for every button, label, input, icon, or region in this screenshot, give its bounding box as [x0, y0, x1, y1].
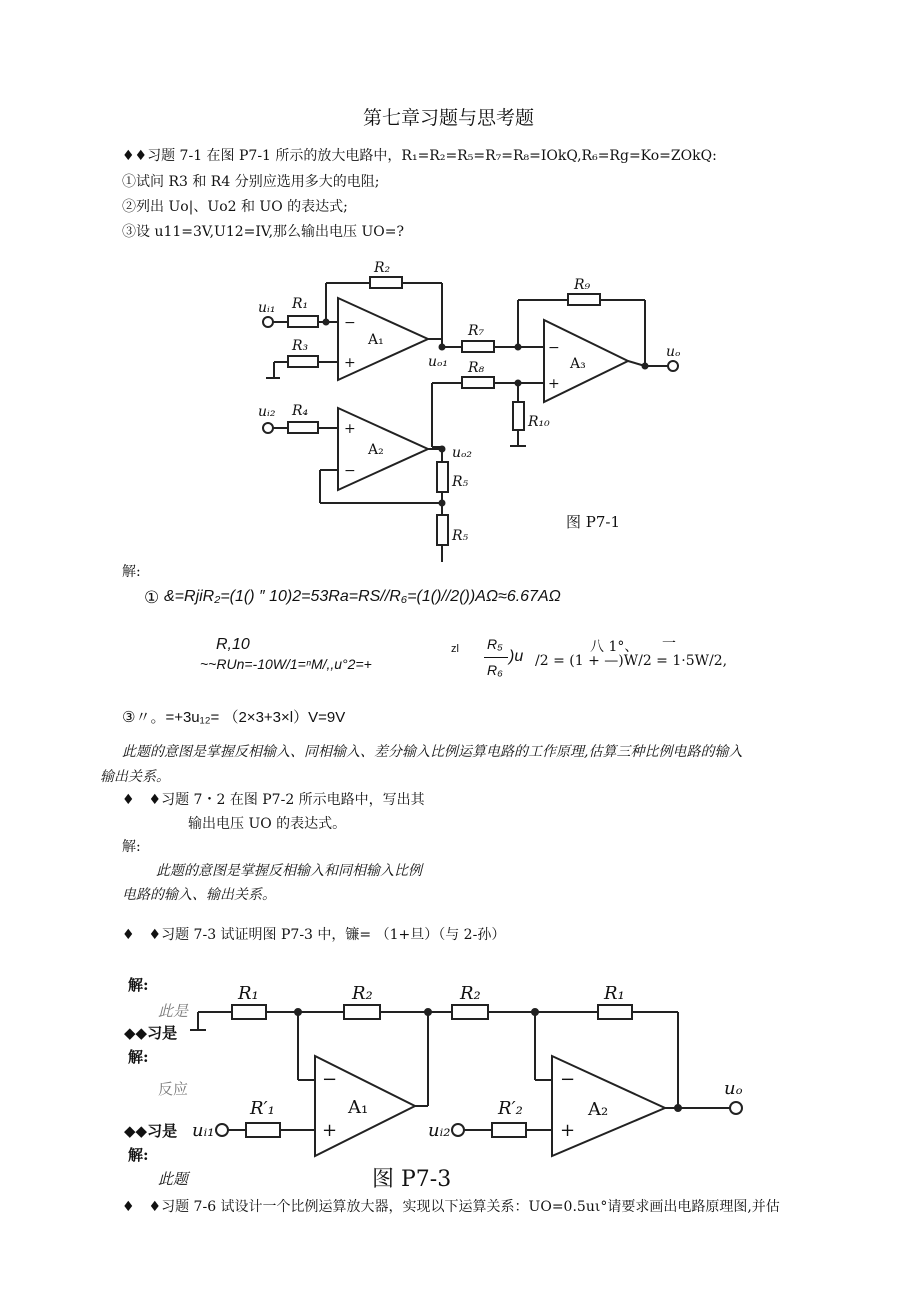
overlap-text-fan: 反应: [158, 1080, 189, 1098]
problem-7-1-header: ♦♦习题 7-1 在图 P7-1 所示的放大电路中，R₁=R₂=R₅=R₇=R₈=IOkQ,R₆=Rg=Ko=ZOkQ:: [122, 148, 717, 164]
label-a1: A₁: [368, 332, 384, 348]
a2-plus-sign: +: [560, 1120, 576, 1141]
label-r5-lower: R₅: [452, 528, 469, 544]
resistor-r1-left: [232, 1005, 266, 1019]
overlap-text-xi-2: ◆◆习是: [124, 1122, 178, 1140]
input-terminal-ui1: [216, 1124, 228, 1136]
solution-2-frac-bottom: R₆: [487, 662, 503, 678]
question-2: ②列出 Uo|、Uo2 和 UO 的表达式;: [122, 199, 348, 215]
solution-2a-bottom: ~~RUn=-10W/1=ⁿM/,,u°2=+: [200, 656, 372, 672]
label-r1-prime: R′₁: [250, 1098, 275, 1119]
a2-minus-sign: −: [344, 463, 356, 479]
resistor-r5-upper: [437, 462, 448, 492]
circuit-diagram-p7-3: [120, 968, 760, 1196]
label-r8: R₈: [468, 360, 485, 376]
a2-plus-sign: +: [344, 421, 356, 437]
solution-2-ba: 八 1°、: [590, 639, 639, 655]
circuit-diagram-p7-1: [250, 250, 690, 570]
a1-plus-sign: +: [322, 1120, 338, 1141]
label-a1: A₁: [348, 1097, 369, 1118]
question-3: ③设 u11=3V,U12=IV,那么输出电压 UO=?: [122, 224, 404, 240]
resistor-r2: [370, 277, 402, 288]
resistor-r3: [288, 356, 318, 367]
output-terminal-uo: [730, 1102, 742, 1114]
page-title: 第七章习题与思考题: [363, 107, 535, 129]
output-terminal-uo: [668, 361, 678, 371]
figure-caption-p7-3: 图 P7-3: [372, 1167, 452, 1192]
label-ui1: uᵢ₁: [258, 300, 276, 316]
intent-note-1-line2: 输出关系。: [100, 769, 170, 785]
resistor-r2-left: [344, 1005, 380, 1019]
overlap-text-jie-2: 解:: [128, 1048, 149, 1066]
solution-2a-top: R,10: [216, 636, 250, 653]
solution-1-marker: ①: [144, 588, 160, 607]
solution-1-formula: &=RjiR₂=(1() ″ 10)2=53Ra=RS//R₆=(1()//2())AΩ≈6.67AΩ: [164, 588, 561, 605]
fraction-bar: [484, 657, 508, 658]
intent-note-1-line1: 此题的意图是掌握反相输入、同相输入、差分输入比例运算电路的工作原理,估算三种比例电路的输入: [122, 744, 743, 760]
label-r2-right: R₂: [460, 983, 481, 1004]
overlap-text-xi-1: ◆◆习是: [124, 1024, 178, 1042]
problem-7-2-header-line2: 输出电压 UO 的表达式。: [188, 816, 347, 832]
label-r3: R₃: [292, 338, 309, 354]
label-uo2: uₒ₂: [452, 445, 473, 461]
label-r2-left: R₂: [352, 983, 373, 1004]
problem-7-6-header: ♦ ♦习题 7-6 试设计一个比例运算放大器，实现以下运算关系：UO=0.5uι°请要求画出电路原理图,并估: [122, 1199, 780, 1215]
input-terminal-ui1: [263, 317, 273, 327]
resistor-r10: [513, 402, 524, 430]
solution-label: 解:: [122, 564, 141, 580]
resistor-r1-prime: [246, 1123, 280, 1137]
label-r10: R₁₀: [528, 414, 550, 430]
resistor-r4: [288, 422, 318, 433]
resistor-r9: [568, 294, 600, 305]
label-r5-upper: R₅: [452, 474, 469, 490]
resistor-r2-right: [452, 1005, 488, 1019]
resistor-r1: [288, 316, 318, 327]
label-a3: A₃: [570, 356, 586, 372]
label-r7: R₇: [468, 323, 485, 339]
label-uo: uₒ: [724, 1078, 743, 1099]
input-terminal-ui2: [263, 423, 273, 433]
intent-note-2-line2: 电路的输入、输出关系。: [122, 887, 276, 903]
label-r4: R₄: [292, 403, 309, 419]
label-uo: uₒ: [666, 344, 681, 360]
overlap-text-jie-1: 解:: [128, 976, 149, 994]
overlap-text-jie-3: 解:: [128, 1146, 149, 1164]
label-a2: A₂: [588, 1099, 609, 1120]
a1-minus-sign: −: [322, 1069, 338, 1090]
input-terminal-ui2: [452, 1124, 464, 1136]
intent-note-2-line1: 此题的意图是掌握反相输入和同相输入比例: [156, 863, 422, 879]
resistor-r2-prime: [492, 1123, 526, 1137]
resistor-r1-right: [598, 1005, 632, 1019]
solution-2-zl: zl: [451, 643, 459, 655]
a3-plus-sign: +: [548, 376, 560, 392]
a1-minus-sign: −: [344, 315, 356, 331]
label-r9: R₉: [574, 277, 591, 293]
a2-minus-sign: −: [560, 1069, 576, 1090]
label-r1-right: R₁: [604, 983, 625, 1004]
label-ui2: uᵢ₂: [258, 404, 276, 420]
solution-2-u: )u: [509, 648, 524, 665]
overlap-text-ci-2: 此题: [158, 1170, 189, 1188]
label-r1: R₁: [292, 296, 309, 312]
resistor-r5-lower: [437, 515, 448, 545]
overlap-text-ci: 此是: [158, 1002, 189, 1020]
solution-label-7-2: 解:: [122, 839, 141, 855]
label-r2-prime: R′₂: [498, 1098, 523, 1119]
label-uo1: uₒ₁: [428, 354, 449, 370]
question-1: ①试问 R3 和 R4 分别应选用多大的电阻;: [122, 174, 380, 190]
resistor-r7: [462, 341, 494, 352]
solution-2-frac-top: R₅: [487, 636, 503, 652]
figure-caption-p7-1: 图 P7-1: [566, 513, 621, 531]
resistor-r8: [462, 377, 494, 388]
a1-plus-sign: +: [344, 355, 356, 371]
problem-7-3-header: ♦ ♦习题 7-3 试证明图 P7-3 中，镰= （1+旦）（与 2-孙）: [122, 927, 506, 943]
label-r2: R₂: [374, 260, 391, 276]
solution-3-formula: ③〃。=+3u₁₂= （2×3+3×l）V=9V: [122, 709, 346, 726]
label-a2: A₂: [368, 442, 384, 458]
label-ui2: uᵢ₂: [428, 1120, 451, 1141]
label-ui1: uᵢ₁: [192, 1120, 215, 1141]
a3-minus-sign: −: [548, 340, 560, 356]
solution-2b-formula: /2 = (1 + —)W/2 = 1·5W/2,: [535, 653, 728, 669]
label-r1-left: R₁: [238, 983, 259, 1004]
problem-7-2-header: ♦ ♦习题 7・2 在图 P7-2 所示电路中，写出其: [122, 792, 425, 808]
solution-2-yi: 一: [662, 636, 676, 652]
